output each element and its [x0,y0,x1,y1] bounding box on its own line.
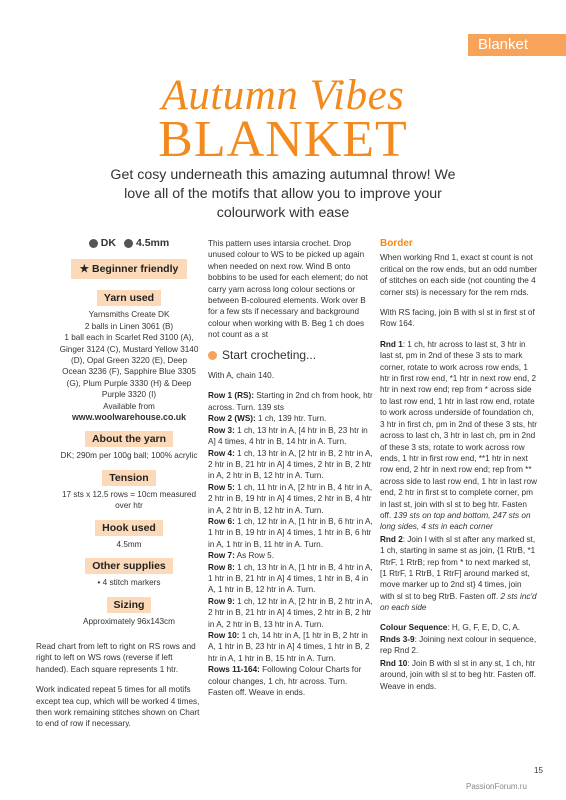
pattern-row [208,562,374,596]
star-icon: ★ [79,263,90,276]
row-label: Row 5: [208,482,235,492]
rnd-note: 139 sts on top and bottom, 247 sts on long sides, 4 sts in each corner [380,510,531,532]
pattern-row [208,448,374,482]
pattern-row [208,482,374,516]
row-text: As Row 5. [234,551,274,561]
tension-text: 17 sts x 12.5 rows = 10cm measured over htr [61,489,197,511]
supplies-text: • 4 stitch markers [97,578,161,588]
border-rnd-2 [380,534,538,614]
row-label: Row 3: [208,425,235,435]
rnd-text: : 1 ch, htr across to last st, 3 htr in last st, pm in 2nd of these 3 sts to mark corner, rotate to work across row ends, 1 htr in first row end, *1 htr in next row end, 2 htr in next row end; rep from * across side to last row end, 1 htr in last row end, rotate to work across underside of foundation ch, 3 htr in first ch, pm in 2nd of these 3 sts, htr across to last ch, 3 htr in last ch, pm in 2nd of these 3 sts, rotate to work across row ends, 1 htr in first row end, **1 htr in next row end, 2 htr in next row end; rep from ** across side to last row end, 1 htr in last row end, 2 htr in first st to complete corner, pm in last st, join with sl st to beg htr. Fasten off. [380,339,537,520]
level-badge [71,259,188,279]
row-label: Row 1 (RS): [208,391,254,401]
row-label: Row 8: [208,562,235,572]
rnd-text: : Joining next colour in sequence, rep Rnd 2. [380,635,537,656]
row-text: Starting in 2nd ch from hook, htr across. Turn. 139 sts [208,391,373,412]
row-label: Row 4: [208,448,235,458]
about-yarn-heading: About the yarn [85,431,173,447]
title-line-2: BLANKET [158,111,408,168]
bullet-dot-icon [208,351,217,360]
row-label: Row 10: [208,631,240,640]
border-intro: When working Rnd 1, exact st count is not critical on the row ends, but an odd number of stitches on each side (not counting the 4 corner sts) is necessary for the rem rnds. [380,253,538,297]
row-text: 1 ch, 139 htr. Turn. [255,414,327,424]
tension-heading: Tension [102,470,155,486]
page-number: 15 [534,766,543,775]
yarn-supplier-link[interactable]: www.woolwarehouse.co.uk [71,412,187,423]
rnd-label: Rnd 2 [380,534,403,544]
spec-row [58,238,200,249]
title-line-1: Autumn Vibes [161,72,405,119]
rnd-label: Rnd 10 [380,658,408,668]
level-label: Beginner friendly [91,263,179,276]
row-label: Row 7: [208,551,235,561]
border-rnds-3-9 [380,634,538,657]
rnd-text: : Join B with sl st in any st, 1 ch, htr around, join with sl st to beg htr. Fasten off. Weave in ends. [380,658,536,691]
border-rnd-10 [380,658,538,692]
chart-notes [36,641,204,739]
row-text: Following Colour Charts for colour changes, 1 ch, htr across. Turn. Fasten off. Weave in ends. [208,665,362,698]
sizing-text: Approximately 96x143cm [83,616,175,626]
yarn-used-heading: Yarn used [97,290,161,306]
pattern-column [208,238,374,698]
yarn-line: Available from [103,401,155,411]
pattern-row [208,664,374,698]
row-text: 1 ch, 12 htr in A, [1 htr in B, 6 htr in A, 1 htr in B, 19 htr in A] 4 times, 1 htr in B, 6 htr in A, 1 htr in B, 11 htr in A. Turn. [208,516,373,549]
yarn-weight: DK [100,237,116,249]
yarn-line: 2 balls in Linen 3061 (B) [84,321,174,331]
watermark: PassionForum.ru [466,782,527,791]
start-heading-label: Start crocheting... [222,347,317,362]
standfirst: Get cosy underneath this amazing autumnal throw! We love all of the motifs that allow you to improve your colourwork with ease [110,167,456,221]
rnd-label: Colour Sequence [380,622,448,632]
section-tag: Blanket [468,34,566,56]
yarn-line: 1 ball each in Scarlet Red 3100 (A), Ginger 3124 (C), Mustard Yellow 3140 (D), Opal Green 3220 (E), Deep Ocean 3236 (F), Sapphire Blue 3305 (G), Plum Purple 3330 (H) & Deep Purple 3320 (I) [59,333,199,400]
rnd-note: 2 sts inc'd on each side [380,591,537,613]
border-heading: Border [380,238,413,249]
hook-size-spec [124,238,169,249]
sizing-heading: Sizing [107,597,152,613]
hook-text: 4.5mm [116,539,142,549]
pattern-row [208,390,374,413]
row-text: 1 ch, 12 htr in A, [2 htr in B, 2 htr in A, 2 htr in B, 21 htr in A] 4 times, 2 htr in B, 2 htr in A, 2 htr in B, 13 htr in A. Turn. [208,596,373,629]
row-label: Row 2 (WS): [208,414,256,424]
yarn-weight-spec [89,238,116,249]
row-text: 1 ch, 13 htr in A, [2 htr in B, 2 htr in A, 2 htr in B, 21 htr in A] 4 times, 2 htr in B, 2 htr in A, 2 htr in B, 12 htr in A. Turn. [208,448,373,481]
row-label: Row 6: [208,516,235,526]
row-text: 1 ch, 11 htr in A, [2 htr in B, 4 htr in A, 2 htr in B, 19 htr in A] 4 times, 2 htr in B, 4 htr in A, 2 htr in B, 12 htr in A. Turn. [208,482,373,515]
start-heading [208,347,374,362]
pattern-row [208,630,374,664]
yarn-line: Yarnsmiths Create DK [88,310,170,320]
row-label: Rows 11-164: [208,665,260,675]
border-column [380,238,538,693]
pattern-row [208,425,374,448]
about-yarn-text: DK; 290m per 100g ball; 100% acrylic [60,451,198,461]
row-label: Row 9: [208,596,235,606]
hook-icon [124,239,133,248]
hook-heading: Hook used [95,520,163,536]
rnd-label: Rnd 1 [380,339,403,349]
rnd-label: Rnds 3-9 [380,635,415,644]
chart-note: Work indicated repeat 5 times for all motifs except tea cup, which will be worked 4 times, then work remaining stitches shown on Chart to end of row if necessary. [36,685,200,729]
yarn-ball-icon [89,239,98,248]
chart-note: Read chart from left to right on RS rows and right to left on WS rows (reverse if left handed). Each square represents 1 htr. [36,642,196,674]
pattern-row [208,596,374,630]
rnd-text: : H, G, F, E, D, C, A. [447,622,521,632]
intro-text: This pattern uses intarsia crochet. Drop unused colour to WS to be picked up again when needed on next row. Wind B onto bobbins to be used for each element; do not carry yarn across long colour sections or between B-coloured elements. Work over B for a few sts if necessary and background colour when working with B. Beg 1 ch does not count as a st [208,239,368,340]
row-text: 1 ch, 14 htr in A, [1 htr in B, 2 htr in A, 1 htr in B, 23 htr in A] 4 times, 1 htr in B, 2 htr in A, 1 htr in B, 15 htr in A. Turn. [208,631,370,663]
start-line: With A, chain 140. [208,371,274,381]
row-text: 1 ch, 13 htr in A, [4 htr in B, 23 htr in A] 4 times, 4 htr in B, 14 htr in A. Turn. [208,425,368,447]
border-join: With RS facing, join B with sl st in first st of Row 164. [380,308,535,329]
info-sidebar [58,238,200,627]
pattern-row [208,413,374,424]
rnd-text: : Join I with sl st after any marked st, 1 ch, starting in same st as join, {1 RtrB, *1 RtrF, 1 RtrB; rep from * to next marked st, [1 RtrF, 1 RtrB, 1 RtrF] around marked st, move marker up to 2nd st} 4 times, join with sl st to beg RtrB. Fasten off. [380,534,536,601]
supplies-heading: Other supplies [85,558,173,574]
pattern-row [208,516,374,550]
hook-size: 4.5mm [135,237,170,249]
colour-sequence [380,622,538,633]
row-text: 1 ch, 13 htr in A, [1 htr in B, 4 htr in A, 1 htr in B, 21 htr in A] 4 times, 1 htr in B, 4 in A, 1 htr in B, 12 htr in A. Turn. [208,562,373,595]
border-rnd-1 [380,339,538,533]
pattern-row [208,550,374,561]
